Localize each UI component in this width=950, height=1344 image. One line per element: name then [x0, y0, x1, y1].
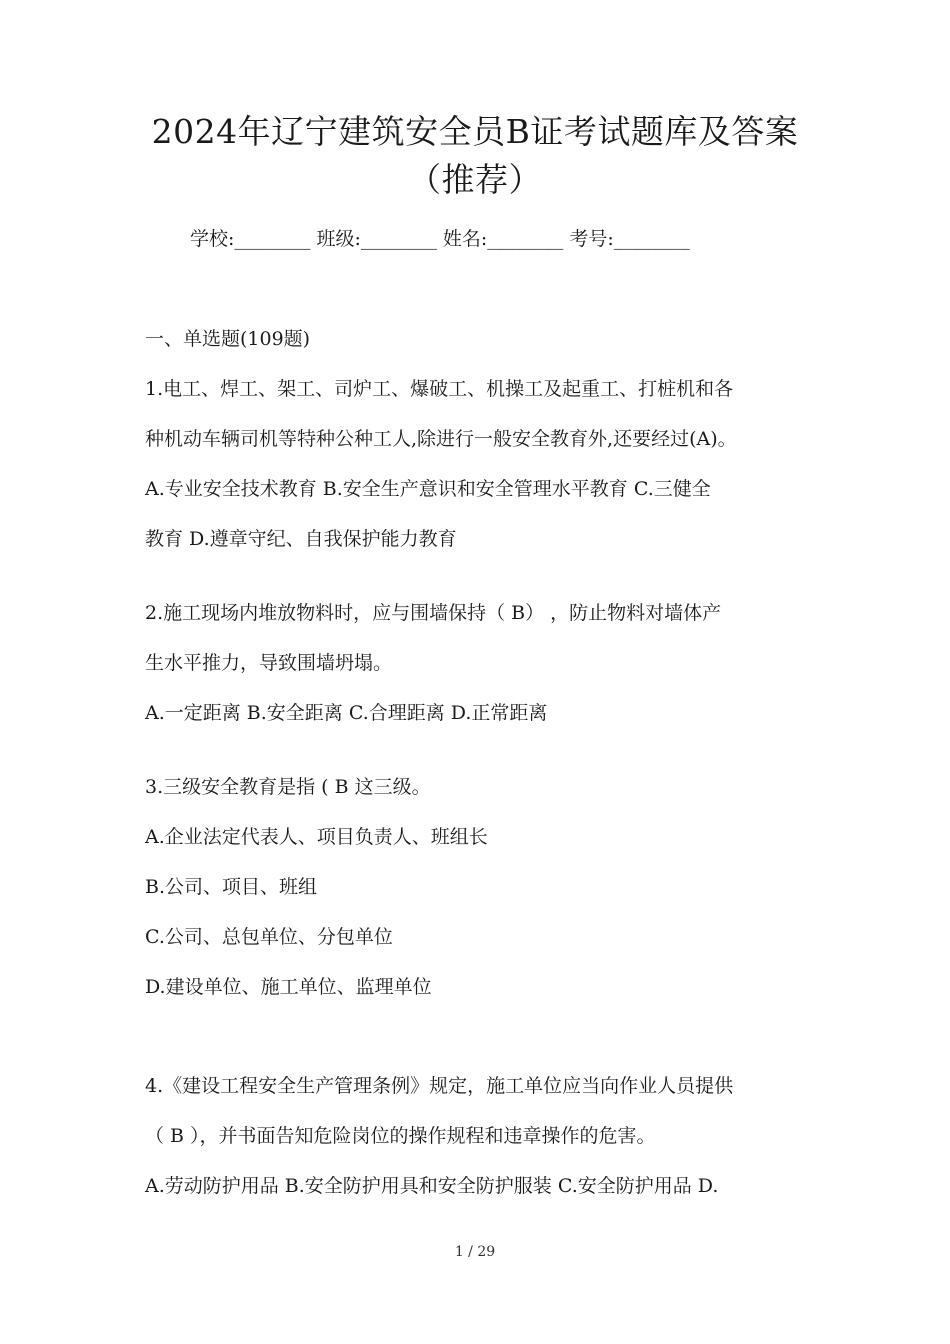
question-3-text-line-1: 3.三级安全教育是指 ( B 这三级。 — [145, 776, 431, 798]
question-3-option-d: D.建设单位、施工单位、监理单位 — [145, 976, 432, 998]
question-3-option-a: A.企业法定代表人、项目负责人、班组长 — [145, 826, 488, 848]
question-4-text-line-2: （ B ），并书面告知危险岗位的操作规程和违章操作的危害。 — [145, 1125, 656, 1147]
question-3-option-b: B.公司、项目、班组 — [145, 876, 318, 898]
question-4-text-line-1: 4.《建设工程安全生产管理条例》规定，施工单位应当向作业人员提供 — [145, 1075, 734, 1097]
question-1-text-line-2: 种机动车辆司机等特种公种工人,除进行一般安全教育外,还要经过(A)。 — [145, 428, 737, 450]
section-heading: 一、单选题(109题) — [145, 328, 311, 350]
question-3-option-c: C.公司、总包单位、分包单位 — [145, 926, 393, 948]
question-2-options-line-1: A.一定距离 B.安全距离 C.合理距离 D.正常距离 — [145, 702, 548, 724]
document-title-line-2: （推荐） — [408, 160, 542, 199]
question-1-options-line-1: A.专业安全技术教育 B.安全生产意识和安全管理水平教育 C.三健全 — [145, 478, 711, 500]
student-info-line: 学校:________ 班级:________ 姓名:________ 考号:________ — [190, 228, 690, 250]
question-2-text-line-1: 2.施工现场内堆放物料时，应与围墙保持（ B） ，防止物料对墙体产 — [145, 602, 722, 624]
question-1-options-line-2: 教育 D.遵章守纪、自我保护能力教育 — [145, 528, 457, 550]
document-title-line-1: 2024年辽宁建筑安全员B证考试题库及答案 — [151, 112, 799, 151]
question-4-options-line-1: A.劳动防护用品 B.安全防护用具和安全防护服装 C.安全防护用品 D. — [145, 1175, 719, 1197]
page-number: 1 / 29 — [454, 1244, 496, 1260]
question-1-text-line-1: 1.电工、焊工、架工、司炉工、爆破工、机操工及起重工、打桩机和各 — [145, 378, 734, 400]
question-2-text-line-2: 生水平推力，导致围墙坍塌。 — [145, 652, 393, 674]
